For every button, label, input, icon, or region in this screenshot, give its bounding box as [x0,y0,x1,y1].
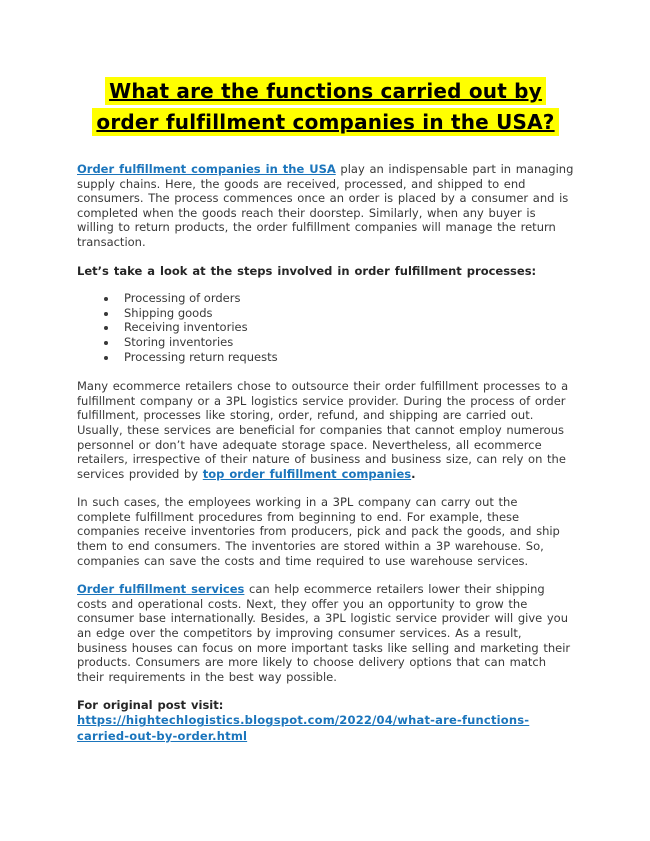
paragraph-3pl-warehouse: In such cases, the employees working in a 3PL company can carry out the complete fulfillment procedures from beginning to end. For example, these companies receive inventories from producers, pick and pack the goods, and ship them to end consumers. The inventories are stored within a 3P warehouse. So, companies can save the costs and time required to use warehouse services. [77,495,560,568]
page-title [77,76,574,138]
paragraph-intro-text: play an indispensable part in managing supply chains. Here, the goods are received, processed, and shipped to end consumers. The process commences once an order is placed by a consumer and is completed when the goods reach their doorstep. Similarly, when any buyer is willing to return products, the order fulfillment companies will manage the return transaction. [77,162,574,249]
footer-url-link[interactable]: https://hightechlogistics.blogspot.com/2022/04/what-are-functions-carried-out-by-order.html [77,713,530,743]
link-order-fulfillment-companies-usa[interactable]: Order fulfillment companies in the USA [77,162,336,176]
footer-section [77,698,574,744]
paragraph-outsourcing [77,379,574,481]
paragraph-outsourcing-period: . [411,466,416,481]
steps-list [77,291,574,364]
paragraph-benefits-text: can help ecommerce retailers lower their shipping costs and operational costs. Next, they offer you an opportunity to grow the consumer base internationally. Besides, a 3PL logistic service provider will give you an edge over the competitors by improving consumer services. As a result, business houses can focus on more important tasks like selling and marketing their products. Consumers are more likely to choose delivery options that can match their requirements in the best way possible. [77,582,571,684]
page-title-line-1: What are the functions carried out by [105,77,546,105]
list-item: • Storing inventories [118,335,574,350]
footer-label: For original post visit: [77,698,224,713]
link-top-order-fulfillment-companies[interactable]: top order fulfillment companies [202,466,412,481]
list-item: • Receiving inventories [118,320,574,335]
steps-heading: Let’s take a look at the steps involved in order fulfillment processes: [77,263,537,278]
link-order-fulfillment-services[interactable]: Order fulfillment services [77,582,245,597]
paragraph-outsourcing-text: Many ecommerce retailers chose to outsource their order fulfillment processes to a fulfillment company or a 3PL logistics service provider. During the process of order fulfillment, processes like storing, order, refund, and shipping are carried out. Usually, these services are beneficial for companies that cannot employ numerous personnel or don’t have adequate storage space. Nevertheless, all ecommerce retailers, irrespective of their nature of business and business size, can rely on the services provided by [77,379,569,481]
paragraph-benefits [77,582,574,684]
list-item: • Shipping goods [118,306,574,321]
paragraph-intro [77,162,574,250]
page-title-line-2: order fulfillment companies in the USA? [92,108,558,136]
list-item: • Processing return requests [118,350,574,365]
list-item: • Processing of orders [118,291,574,306]
